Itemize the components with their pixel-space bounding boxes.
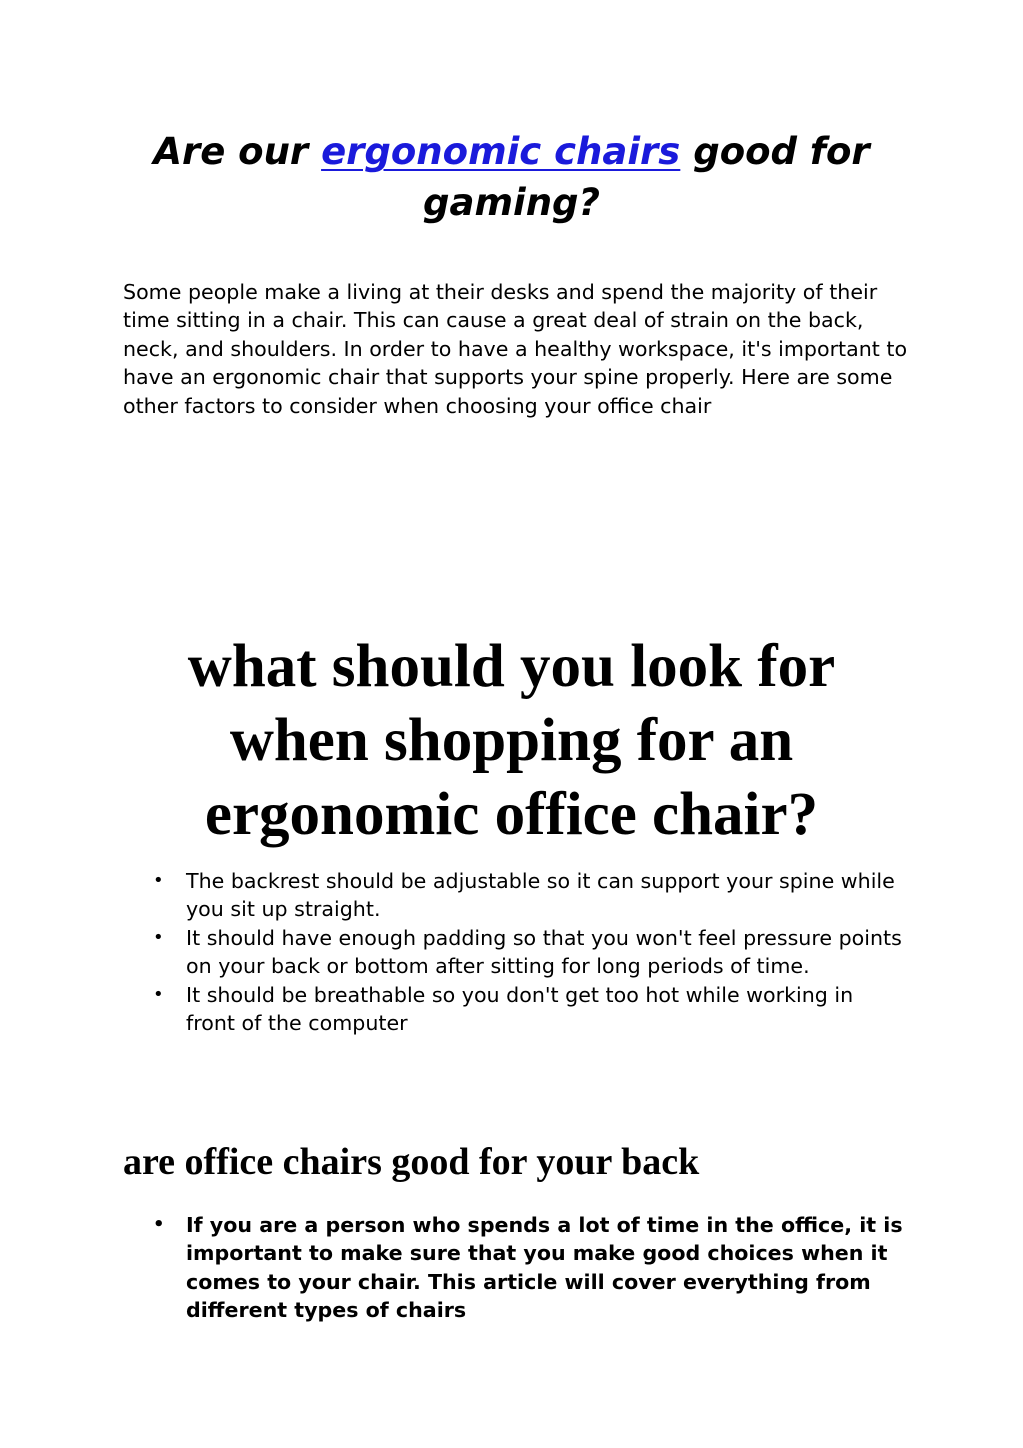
page-title xyxy=(123,126,900,228)
list-item-text: It should have enough padding so that you won't feel pressure points on your back or bottom after sitting for long periods of time. xyxy=(186,925,902,979)
features-list xyxy=(123,867,903,1037)
list-item xyxy=(153,924,903,981)
section-heading-back: are office chairs good for your back xyxy=(123,1141,700,1183)
list-item xyxy=(153,1211,913,1325)
intro-paragraph: Some people make a living at their desks and spend the majority of their time sitting in a chair. This can cause a great deal of strain on the back, neck, and shoulders. In order to have a healthy workspace, it's important to have an ergonomic chair that supports your spine properly. Here are some other factors to consider when choosing your office chair xyxy=(123,280,908,418)
title-text-after: good for gaming? xyxy=(423,130,870,224)
list-item xyxy=(153,867,903,924)
list-item-text: If you are a person who spends a lot of time in the office, it is important to make sure that you make good choices when it comes to your chair. This article will cover everything from different types of chairs xyxy=(186,1213,903,1323)
bullet-icon: • xyxy=(153,870,164,891)
bullet-icon: • xyxy=(153,926,164,948)
section-heading-what-to-look-for: what should you look for when shopping for an ergonomic office chair? xyxy=(187,633,836,848)
list-item-text: It should be breathable so you don't get too hot while working in front of the computer xyxy=(186,982,854,1036)
list-item xyxy=(153,981,903,1038)
list-item-text: The backrest should be adjustable so it can support your spine while you sit up straight. xyxy=(186,869,895,922)
title-text-before: Are our xyxy=(153,130,322,173)
back-list xyxy=(123,1211,913,1325)
ergonomic-chairs-link[interactable]: ergonomic chairs xyxy=(321,130,681,173)
bullet-icon: • xyxy=(153,983,164,1005)
bullet-icon: • xyxy=(153,1214,165,1235)
